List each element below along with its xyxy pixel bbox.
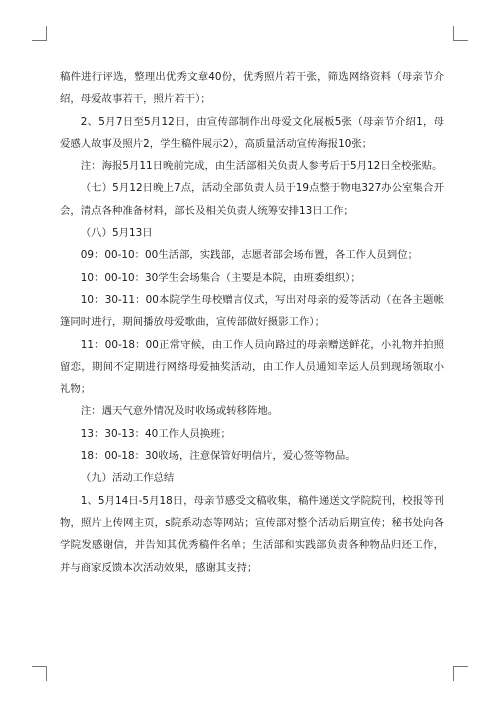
paragraph-2: 2、5月7日至5月12日，由宣传部制作出母爱文化展板5张（母亲节介绍1，母爱感人故事及照片2，学生稿件展示2），高质量活动宣传海报10张； [60, 115, 444, 150]
crop-mark-top-right [453, 26, 468, 41]
crop-mark-top-left [32, 26, 47, 41]
paragraph-8: 10：30-11：00本院学生母校赠言仪式，写出对母亲的爱等活动（在各主题帐篷同时进行，期间播放母爱歌曲，宣传部做好摄影工作）； [60, 293, 444, 329]
paragraph-12: 18：00-18：30收场，注意保管好明信片，爱心签等物品。 [80, 450, 356, 463]
paragraph-10: 注：遇天气意外情况及时收场或转移阵地。 [80, 405, 279, 418]
crop-mark-bottom-left [32, 666, 47, 681]
paragraph-13: （九）活动工作总结 [80, 472, 175, 485]
paragraph-1: 稿件进行评选，整理出优秀文章40份，优秀照片若干张，筛选网络资料（母亲节介绍，母爱故事若干，照片若干）； [60, 71, 444, 106]
paragraph-3: 注：海报5月11日晚前完成，由生活部相关负责人参考后于5月12日全校张贴。 [80, 160, 443, 173]
paragraph-7: 10：00-10：30学生会场集合（主要是本院，由班委组织）； [80, 271, 361, 284]
crop-mark-bottom-right [453, 666, 468, 681]
paragraph-4: （七）5月12日晚上7点，活动全部负责人员于19点整于物电327办公室集合开会，清点各种准备材料，部长及相关负责人统筹安排13日工作； [60, 182, 444, 217]
paragraph-9: 11：00-18：00正常守候，由工作人员向路过的母亲赠送鲜花，小礼物并拍照留恋，期间不定期进行网络母爱抽奖活动，由工作人员通知幸运人员到现场领取小礼物； [60, 338, 444, 396]
paragraph-6: 09：00-10：00生活部，实践部，志愿者部会场布置，各工作人员到位； [80, 249, 418, 262]
paragraph-14: 1、5月14日-5月18日，母亲节感受文稿收集，稿件递送文学院院刊，校报等刊物，照片上传网主页，s院系动态等网站；宣传部对整个活动后期宣传；秘书处向各学院发感谢信，并告知其优秀稿件名单；生活部和实践部负责各种物品归还工作，并与商家反馈本次活动效果，感谢其支持； [60, 494, 444, 574]
paragraph-5: （八）5月13日 [80, 227, 153, 240]
document-body [60, 66, 444, 579]
paragraph-11: 13：30-13：40工作人员换班； [80, 427, 231, 440]
